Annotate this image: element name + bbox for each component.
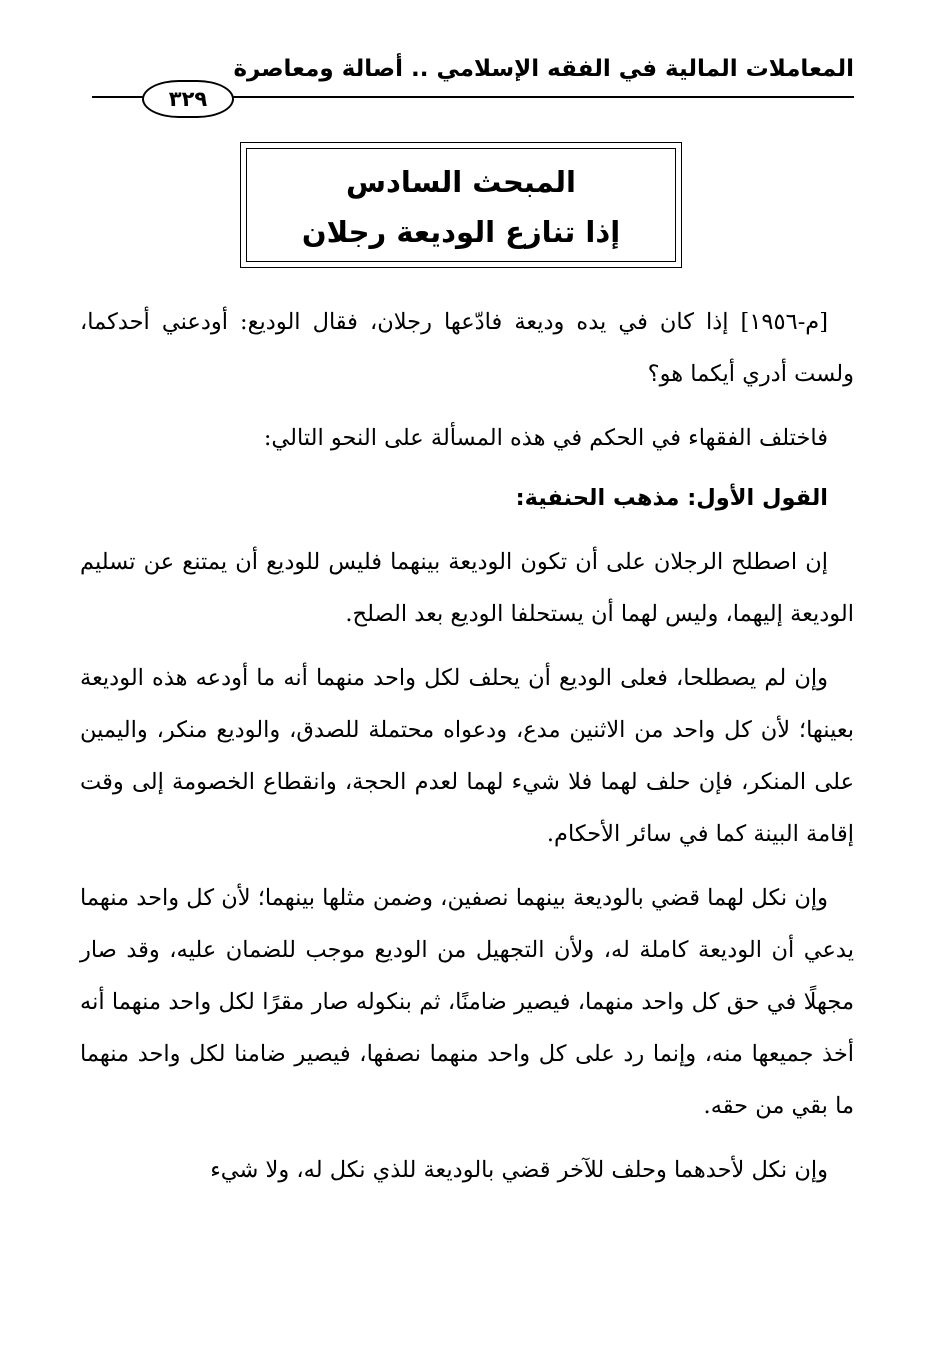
paragraph-intro: فاختلف الفقهاء في الحكم في هذه المسألة على النحو التالي: xyxy=(263,425,828,451)
page-number-badge: ٣٢٩ xyxy=(142,80,234,118)
section-subtitle: إذا تنازع الوديعة رجلان xyxy=(301,215,621,249)
paragraph-oath: وإن لم يصطلحا، فعلى الوديع أن يحلف لكل واحد منهما أنه ما أودعه هذه الوديعة بعينها؛ لأن كل واحد من الاثنين مدع، ودعواه محتملة للصدق، والوديع منكر، واليمين على المنكر، فإن حلف لهما فلا شيء لهما لعدم الحجة، وانقطاع الخصومة إلى وقت إقامة البينة كما في سائر الأحكام. xyxy=(80,665,854,847)
paragraph-partial-refusal: وإن نكل لأحدهما وحلف للآخر قضي بالوديعة للذي نكل له، ولا شيء xyxy=(210,1157,828,1183)
paragraph-reconciliation: إن اصطلح الرجلان على أن تكون الوديعة بينهما فليس للوديع أن يمتنع عن تسليم الوديعة إليهما، وليس لهما أن يستحلفا الوديع بعد الصلح. xyxy=(80,549,854,627)
body-text xyxy=(80,296,854,1208)
paragraph-question: [م-١٩٥٦] إذا كان في يده وديعة فادّعها رجلان، فقال الوديع: أودعني أحدكما، ولست أدري أيكما هو؟ xyxy=(80,309,854,387)
paragraph-heading-hanafi: القول الأول: مذهب الحنفية: xyxy=(515,485,828,511)
running-header-title: المعاملات المالية في الفقه الإسلامي .. أصالة ومعاصرة xyxy=(233,56,854,82)
paragraph-refusal: وإن نكل لهما قضي بالوديعة بينهما نصفين، وضمن مثلها بينهما؛ لأن كل واحد منهما يدعي أن الوديعة كاملة له، ولأن التجهيل من الوديع موجب للضمان عليه، وقد صار مجهلًا في حق كل واحد منهما، فيصير ضامنًا، ثم بنكوله صار مقرًا لكل واحد منهما أنه أخذ جميعها منه، وإنما رد على كل واحد منهما نصفها، فيصير ضامنا لكل واحد منهما ما بقي من حقه. xyxy=(80,885,854,1119)
section-title: المبحث السادس xyxy=(346,165,576,199)
section-title-box xyxy=(240,142,682,268)
